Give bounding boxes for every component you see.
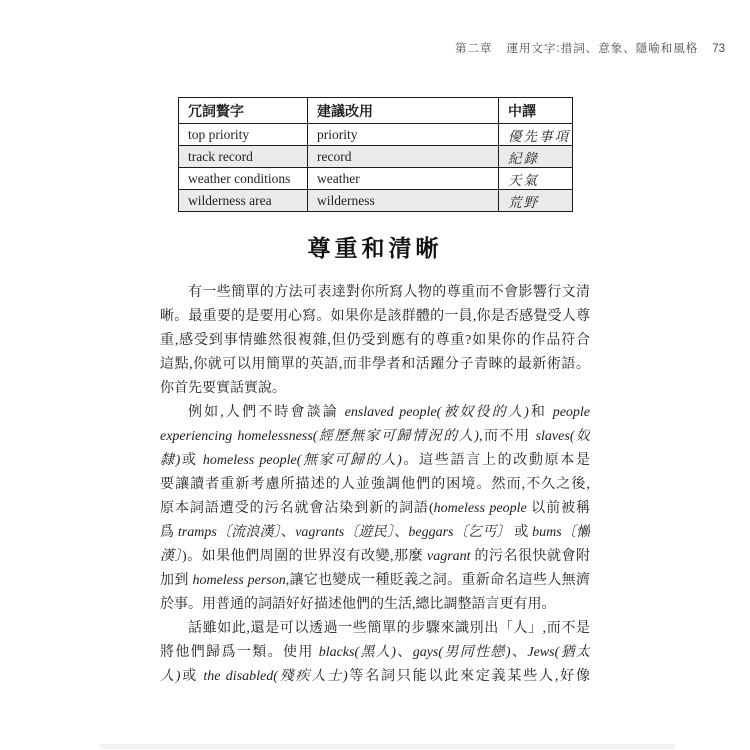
english-term: blacks <box>318 645 355 660</box>
text-segment: 、 <box>510 645 528 660</box>
english-term: homeless people <box>433 501 527 516</box>
col-header-suggested: 建議改用 <box>308 98 499 124</box>
text-segment: 以前被稱 <box>526 501 590 516</box>
text-segment: 原本詞語遭受的污名就會沾染到新的詞語( <box>160 501 434 516</box>
cell-redundant: wilderness area <box>179 190 308 212</box>
text-segment: 〔懶 <box>561 525 590 540</box>
text-segment: 〔遊民〕 <box>344 525 395 540</box>
text-line <box>160 593 590 617</box>
cell-redundant: track record <box>179 146 308 168</box>
cell-redundant: weather conditions <box>179 168 308 190</box>
text-line <box>160 353 590 377</box>
text-segment: 或 <box>180 669 204 684</box>
body-text <box>160 281 590 689</box>
english-term: experiencing homelessness <box>160 429 313 444</box>
english-term: tramps <box>177 525 217 540</box>
english-term: enslaved people <box>344 405 437 420</box>
cell-suggested: weather <box>308 168 499 190</box>
text-line <box>160 377 590 401</box>
english-term: beggars <box>408 525 454 540</box>
col-header-chinese: 中譯 <box>499 98 573 124</box>
page-number: 73 <box>712 43 725 55</box>
text-segment: 你首先要實話實說。 <box>160 381 286 396</box>
english-term: homeless person <box>192 573 286 588</box>
english-term: vagrants <box>295 525 345 540</box>
text-segment: ,而不用 <box>478 429 536 444</box>
text-segment: (殘疾人士) <box>273 669 348 684</box>
text-segment: 、 <box>281 525 296 540</box>
text-segment: (奴 <box>569 429 590 444</box>
text-segment: 加到 <box>160 573 193 588</box>
english-term: bums <box>532 525 562 540</box>
text-segment: )。如果他們周圍的世界沒有改變,那麼 <box>181 549 427 564</box>
text-segment: 和 <box>528 405 553 420</box>
text-line <box>160 401 590 425</box>
table-row <box>179 190 573 212</box>
text-segment: 於事。用普通的詞語好好描述他們的生活,總比調整語言更有用。 <box>160 597 556 612</box>
text-segment: (經歷無家可歸情況的人) <box>312 429 479 444</box>
text-segment: 、 <box>395 645 413 660</box>
table-row <box>179 124 573 146</box>
col-header-redundant: 冗詞贅字 <box>179 98 308 124</box>
cell-redundant: top priority <box>179 124 308 146</box>
text-line <box>160 545 590 569</box>
text-line <box>160 641 590 665</box>
text-line <box>160 665 590 689</box>
text-segment: (被奴役的人) <box>436 405 529 420</box>
english-term: people <box>552 405 590 420</box>
text-segment: ,讓它也變成一種貶義之詞。重新命名這些人無濟 <box>285 573 590 588</box>
cell-suggested: wilderness <box>308 190 499 212</box>
redundancy-table <box>178 97 573 212</box>
table-header-row <box>179 98 573 124</box>
text-line <box>160 473 590 497</box>
running-head <box>455 40 725 56</box>
text-line <box>160 305 590 329</box>
chapter-title: 運用文字:措詞、意象、隱喻和風格 <box>506 43 699 55</box>
text-segment: 例如,人們不時會談論 <box>188 405 345 420</box>
cell-suggested: priority <box>308 124 499 146</box>
text-segment: 、 <box>394 525 409 540</box>
text-segment: 話雖如此,還是可以透過一些簡單的步驟來識別出「人」,而不是 <box>188 621 590 636</box>
cell-chinese: 天氣 <box>499 168 573 190</box>
cell-chinese: 紀錄 <box>499 146 573 168</box>
text-segment: 重,感受到事情雖然很複雜,但仍受到應有的尊重?如果你的作品符合 <box>160 333 590 348</box>
text-line <box>160 449 590 473</box>
text-segment: 的污名很快就會附 <box>470 549 590 564</box>
text-segment: 爲 <box>160 525 178 540</box>
text-segment: 要讓讀者重新考慮所描述的人並強調他們的困境。然而,不久之後, <box>160 477 590 492</box>
text-line <box>160 281 590 305</box>
chapter-label: 第二章 <box>455 43 493 55</box>
text-segment: (猶太 <box>554 645 590 660</box>
text-segment: (黑人) <box>354 645 396 660</box>
cell-chinese: 荒野 <box>499 190 573 212</box>
text-line <box>160 497 590 521</box>
text-segment: (男同性戀) <box>438 645 511 660</box>
english-term: slaves <box>535 429 570 444</box>
table-row <box>179 146 573 168</box>
english-term: gays <box>412 645 439 660</box>
text-segment: 人) <box>160 669 181 684</box>
text-segment: 〔乞丐〕 <box>453 525 511 540</box>
text-line <box>160 569 590 593</box>
text-segment: 或 <box>510 525 533 540</box>
text-segment: 有一些簡單的方法可表達對你所寫人物的尊重而不會影響行文清 <box>188 285 590 300</box>
text-segment: 將他們歸爲一類。使用 <box>160 645 319 660</box>
section-title: 尊重和清晰 <box>307 236 443 261</box>
text-segment: 晰。最重要的是要用心寫。如果你是該群體的一員,你是否感覺受人尊 <box>160 309 590 324</box>
text-line <box>160 617 590 641</box>
text-line <box>160 521 590 545</box>
text-segment: 漢〕 <box>160 549 182 564</box>
cell-suggested: record <box>308 146 499 168</box>
english-term: homeless people <box>202 453 297 468</box>
text-segment: 等名詞只能以此來定義某些人,好像 <box>347 669 590 684</box>
page-bottom-shadow <box>100 744 675 749</box>
text-segment: 隸) <box>160 453 181 468</box>
cell-chinese: 優先事項 <box>499 124 573 146</box>
table-row <box>179 168 573 190</box>
text-line <box>160 329 590 353</box>
english-term: the disabled <box>203 669 274 684</box>
text-line <box>160 425 590 449</box>
english-term: vagrant <box>427 549 471 564</box>
text-segment: 或 <box>180 453 203 468</box>
text-segment: 。這些語言上的改動原本是 <box>401 453 590 468</box>
text-segment: (無家可歸的人) <box>296 453 402 468</box>
text-segment: 〔流浪漢〕 <box>216 525 281 540</box>
text-segment: 這點,你就可以用簡單的英語,而非學者和活躍分子青睞的最新術語。 <box>160 357 590 372</box>
english-term: Jews <box>527 645 555 660</box>
